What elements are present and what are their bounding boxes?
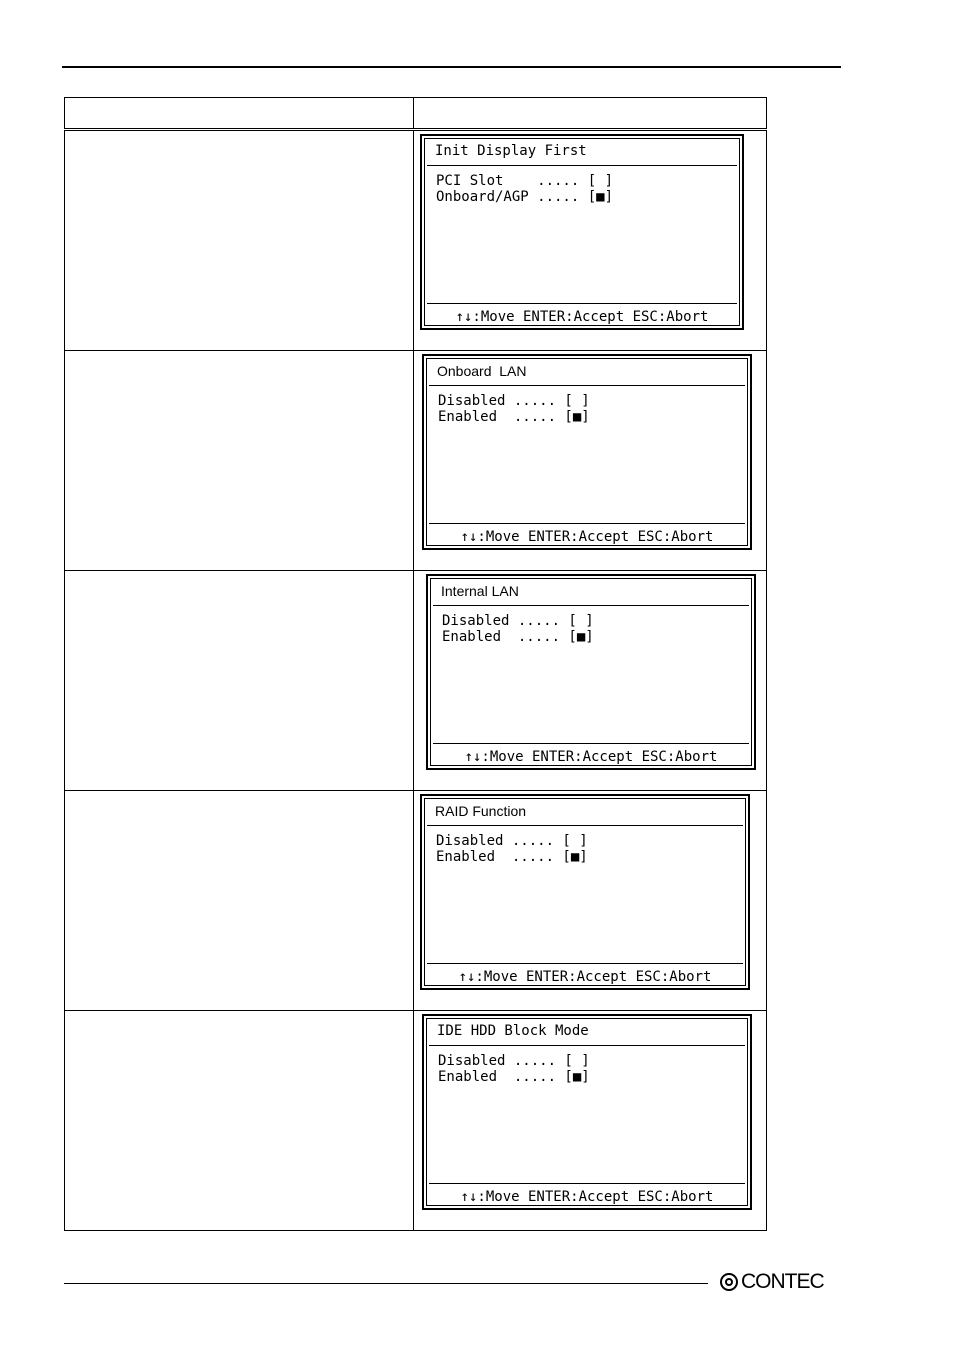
title-divider <box>433 605 749 606</box>
option-onboard-agp[interactable]: Onboard/AGP ..... [■] <box>436 189 614 205</box>
screen-cell <box>414 351 767 571</box>
key-help-footer: ↑↓:Move ENTER:Accept ESC:Abort <box>460 529 714 545</box>
description-cell <box>65 791 414 1011</box>
option-enabled[interactable]: Enabled ..... [■] <box>438 1069 590 1085</box>
bios-dialog-raid-function <box>420 794 750 990</box>
description-cell <box>65 351 414 571</box>
option-enabled[interactable]: Enabled ..... [■] <box>436 849 588 865</box>
description-cell <box>65 1011 414 1231</box>
header-rule <box>62 66 841 68</box>
bios-dialog-init-display-first <box>420 134 744 330</box>
bios-dialog-title: IDE HDD Block Mode <box>437 1023 589 1039</box>
bios-dialog-frame <box>426 358 748 546</box>
bios-dialog-frame <box>430 578 752 766</box>
description-cell <box>65 130 414 351</box>
option-disabled[interactable]: Disabled ..... [ ] <box>438 1053 590 1069</box>
header-cell-description <box>65 98 414 130</box>
option-enabled[interactable]: Enabled ..... [■] <box>438 409 590 425</box>
table-row <box>65 130 767 351</box>
brand-logo <box>720 1270 824 1294</box>
option-disabled[interactable]: Disabled ..... [ ] <box>436 833 588 849</box>
bios-dialog-title: Init Display First <box>435 143 587 159</box>
option-pci-slot[interactable]: PCI Slot ..... [ ] <box>436 173 614 189</box>
table-row <box>65 791 767 1011</box>
bios-dialog-onboard-lan <box>422 354 752 550</box>
footer-divider <box>427 963 743 964</box>
bios-dialog-ide-hdd-block-mode <box>422 1014 752 1210</box>
screen-cell <box>414 130 767 351</box>
key-help-footer: ↑↓:Move ENTER:Accept ESC:Abort <box>455 309 709 325</box>
bios-dialog-title: Internal LAN <box>441 583 519 599</box>
key-help-footer: ↑↓:Move ENTER:Accept ESC:Abort <box>458 969 712 985</box>
footer-divider <box>433 743 749 744</box>
table-row <box>65 351 767 571</box>
table-header-row <box>65 98 767 130</box>
bios-dialog-title: RAID Function <box>435 803 527 819</box>
key-help-footer: ↑↓:Move ENTER:Accept ESC:Abort <box>460 1189 714 1205</box>
bios-settings-table <box>64 97 767 1231</box>
footer-divider <box>429 523 745 524</box>
title-divider <box>427 165 737 166</box>
screen-cell <box>414 571 767 791</box>
option-disabled[interactable]: Disabled ..... [ ] <box>438 393 590 409</box>
screen-cell <box>414 1011 767 1231</box>
bios-dialog-frame <box>424 138 740 326</box>
header-cell-screen <box>414 98 767 130</box>
description-cell <box>65 571 414 791</box>
option-disabled[interactable]: Disabled ..... [ ] <box>442 613 594 629</box>
footer-rule <box>64 1283 708 1284</box>
title-divider <box>427 825 743 826</box>
option-enabled[interactable]: Enabled ..... [■] <box>442 629 594 645</box>
bios-dialog-internal-lan <box>426 574 756 770</box>
footer-divider <box>427 303 737 304</box>
title-divider <box>429 385 745 386</box>
contec-circle-logo-icon <box>720 1273 738 1291</box>
title-divider <box>429 1045 745 1046</box>
screen-cell <box>414 791 767 1011</box>
bios-dialog-frame <box>426 1018 748 1206</box>
footer-divider <box>429 1183 745 1184</box>
table-row <box>65 571 767 791</box>
bios-dialog-frame <box>424 798 746 986</box>
key-help-footer: ↑↓:Move ENTER:Accept ESC:Abort <box>464 749 718 765</box>
table-row <box>65 1011 767 1231</box>
brand-name: CONTEC <box>741 1270 824 1293</box>
bios-dialog-title: Onboard LAN <box>437 363 527 379</box>
